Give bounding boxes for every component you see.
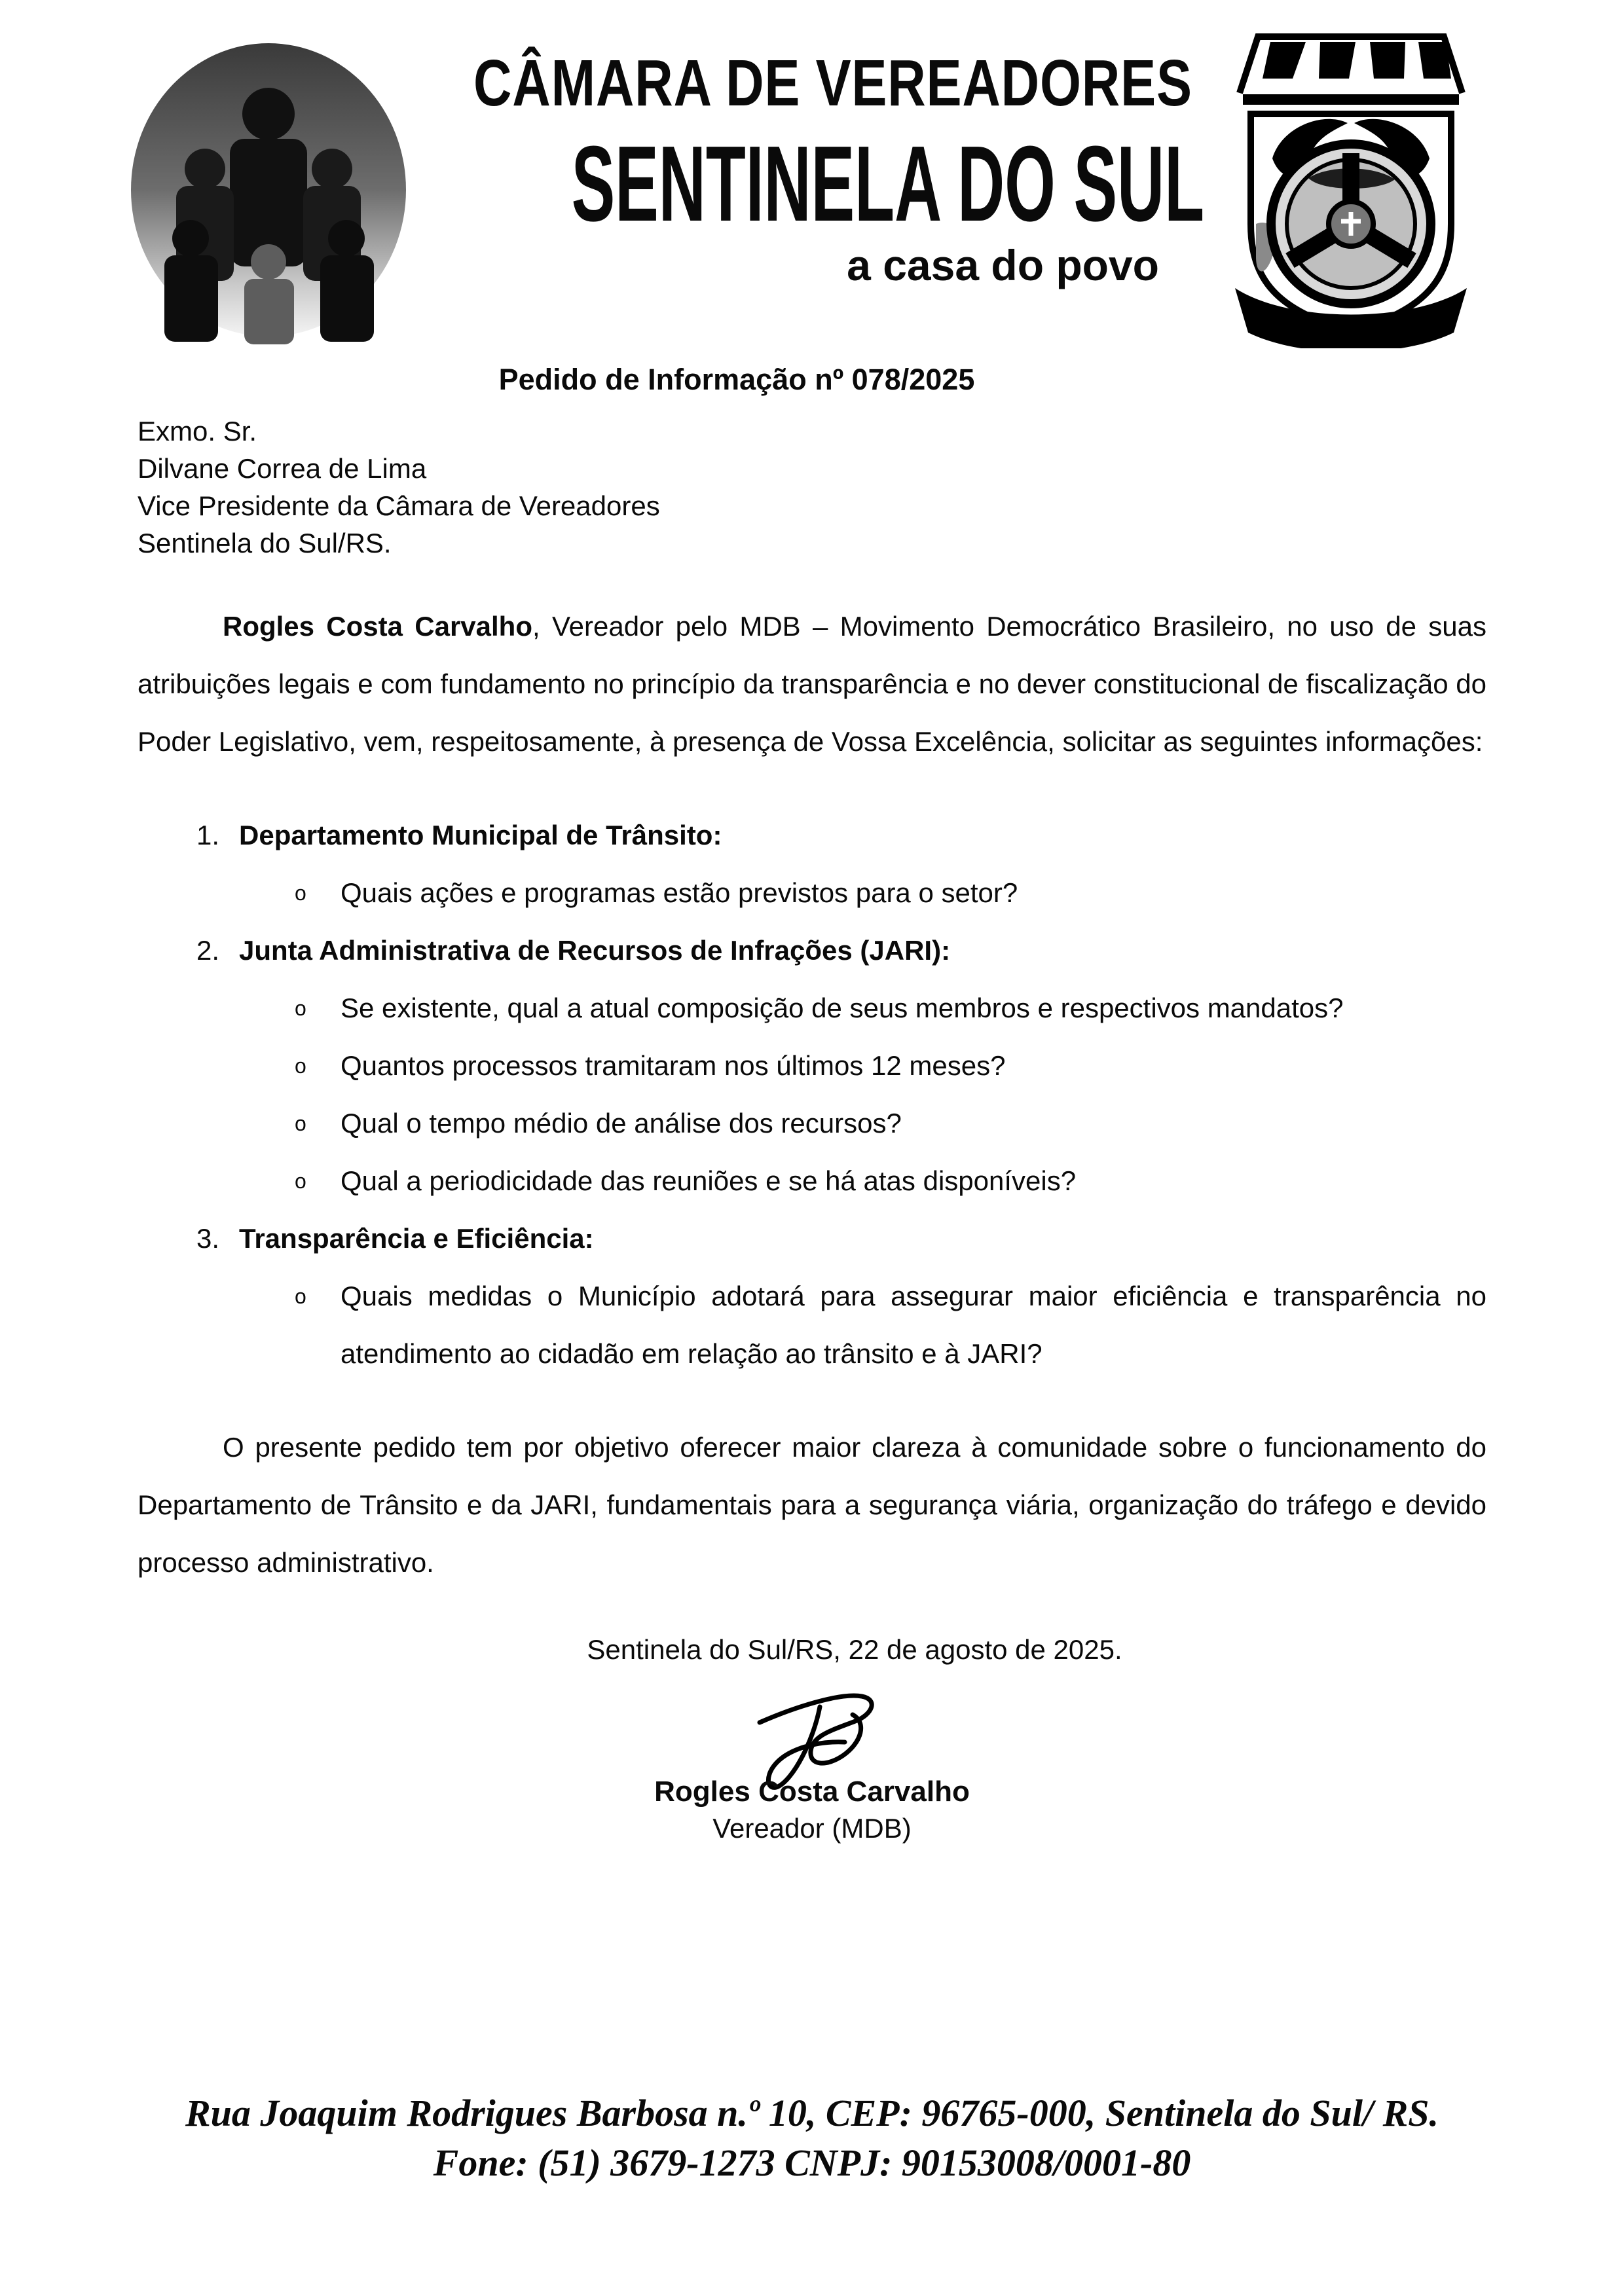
addressee-city: Sentinela do Sul/RS. bbox=[138, 528, 392, 558]
sub-item-text: Quantos processos tramitaram nos últimos 12 meses? bbox=[341, 1050, 1006, 1081]
letterhead bbox=[0, 0, 1624, 357]
addressee-name: Dilvane Correa de Lima bbox=[138, 453, 427, 484]
signature-role: Vereador (MDB) bbox=[712, 1813, 912, 1844]
sub-item bbox=[138, 979, 1486, 1037]
circle-bullet-icon: o bbox=[295, 881, 306, 905]
list-item-head bbox=[138, 807, 1486, 864]
sub-item-text: Quais medidas o Município adotará para assegurar maior eficiência e transparência no atendimento ao cidadão em relação ao trânsito e à JARI? bbox=[341, 1281, 1486, 1369]
addressee-role: Vice Presidente da Câmara de Vereadores bbox=[138, 490, 660, 521]
list-item-head bbox=[138, 1210, 1486, 1267]
org-name-line1: CÂMARA DE VEREADORES bbox=[473, 46, 1192, 120]
sub-item-text: Qual a periodicidade das reuniões e se há atas disponíveis? bbox=[341, 1165, 1077, 1196]
circle-bullet-icon: o bbox=[295, 1112, 306, 1135]
circle-bullet-icon: o bbox=[295, 1285, 306, 1308]
org-tagline: a casa do povo bbox=[847, 241, 1159, 289]
document-title: Pedido de Informação nº 078/2025 bbox=[498, 363, 975, 396]
item-number: 3. bbox=[196, 1223, 220, 1254]
item-number: 2. bbox=[196, 935, 220, 966]
addressee-salutation: Exmo. Sr. bbox=[138, 416, 257, 446]
request-list bbox=[138, 807, 1486, 1383]
circle-bullet-icon: o bbox=[295, 1169, 306, 1193]
list-item bbox=[138, 807, 1486, 922]
sub-item bbox=[138, 1095, 1486, 1152]
sub-item bbox=[138, 1267, 1486, 1383]
sub-item-text: Quais ações e programas estão previstos para o setor? bbox=[341, 877, 1018, 908]
sub-item-text: Se existente, qual a atual composição de seus membros e respectivos mandatos? bbox=[341, 993, 1344, 1023]
closing-paragraph: O presente pedido tem por objetivo oferecer maior clareza à comunidade sobre o funcionamento do Departamento de Trânsito e da JARI, fundamentais para a segurança viária, organização do tráfego e devido processo administrativo. bbox=[138, 1432, 1486, 1578]
people-emblem-icon bbox=[128, 41, 409, 345]
author-name: Rogles Costa Carvalho bbox=[223, 611, 532, 642]
signature-block bbox=[138, 1682, 1486, 1847]
municipal-coat-of-arms-icon bbox=[1210, 27, 1492, 348]
addressee-block bbox=[138, 412, 1486, 562]
list-item-head bbox=[138, 922, 1486, 979]
item-title: Junta Administrativa de Recursos de Infrações (JARI): bbox=[239, 935, 951, 966]
item-number: 1. bbox=[196, 820, 220, 850]
item-title: Departamento Municipal de Trânsito: bbox=[239, 820, 722, 850]
list-item bbox=[138, 922, 1486, 1210]
sub-item-text: Qual o tempo médio de análise dos recursos? bbox=[341, 1108, 902, 1139]
sub-item bbox=[138, 864, 1486, 922]
org-name-line2: SENTINELA DO SUL bbox=[571, 124, 1205, 244]
item-title: Transparência e Eficiência: bbox=[239, 1223, 594, 1254]
dateline: Sentinela do Sul/RS, 22 de agosto de 2025. bbox=[587, 1634, 1122, 1665]
intro-paragraph bbox=[138, 598, 1486, 771]
list-item bbox=[138, 1210, 1486, 1383]
circle-bullet-icon: o bbox=[295, 996, 306, 1020]
intro-text: , Vereador pelo MDB – Movimento Democrático Brasileiro, no uso de suas atribuições legais e com fundamento no princípio da transparência e no dever constitucional de fiscalização do Poder Legislativo, vem, respeitosamente, à presença de Vossa Excelência, solicitar as seguintes informações: bbox=[138, 611, 1486, 757]
sub-item bbox=[138, 1152, 1486, 1210]
footer-phone-line: Fone: (51) 3679-1273 CNPJ: 90153008/0001-80 bbox=[433, 2141, 1191, 2184]
letter-footer bbox=[0, 2088, 1624, 2188]
footer-address-line: Rua Joaquim Rodrigues Barbosa n.º 10, CEP: 96765-000, Sentinela do Sul/ RS. bbox=[185, 2092, 1439, 2134]
signature-name: Rogles Costa Carvalho bbox=[654, 1776, 970, 1808]
org-title-block bbox=[393, 46, 1205, 290]
sub-item bbox=[138, 1037, 1486, 1095]
circle-bullet-icon: o bbox=[295, 1054, 306, 1078]
